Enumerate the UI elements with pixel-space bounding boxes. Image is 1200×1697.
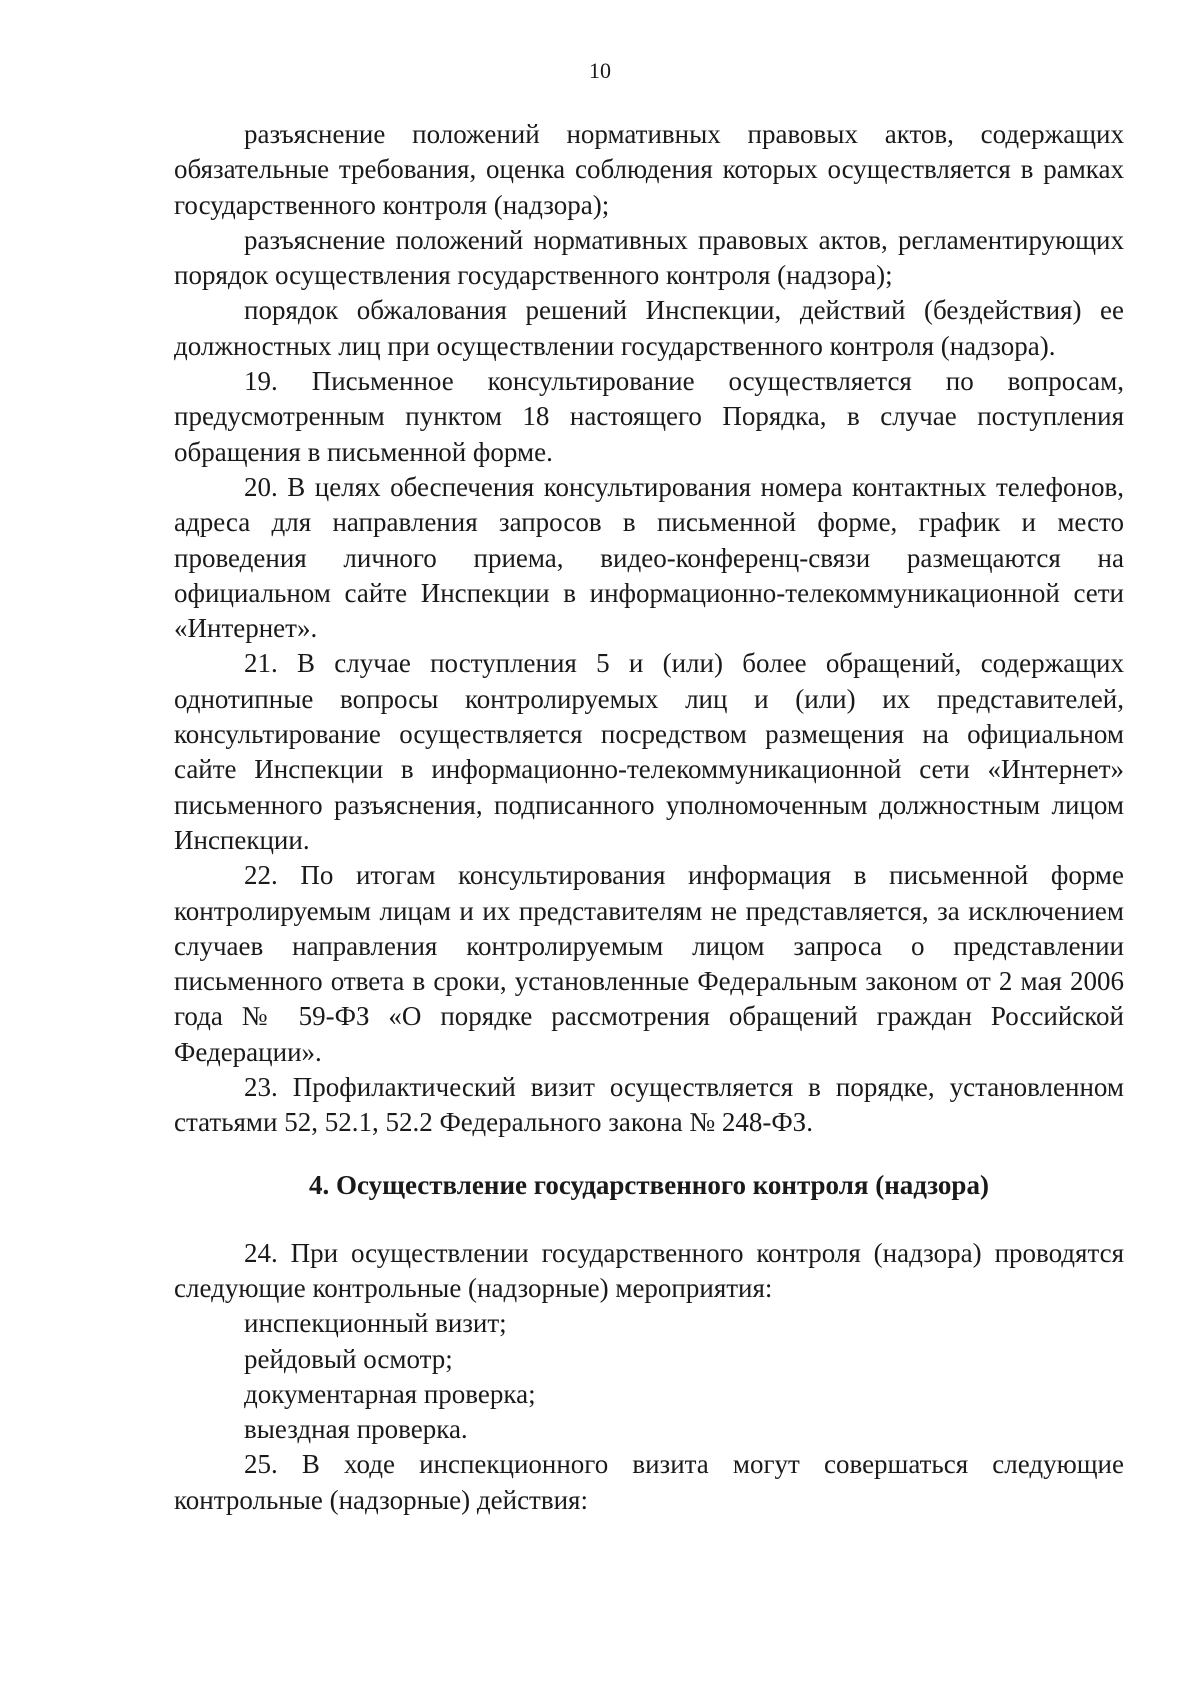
document-body	[174, 117, 1124, 1518]
list-item: выездная проверка.	[244, 1414, 468, 1445]
section-heading: 4. Осуществление государственного контроля (надзора)	[309, 1169, 989, 1200]
paragraph-item-19: 19. Письменное консультирование осуществляется по вопросам, предусмотренным пунктом 18 настоящего Порядка, в случае поступления обращения в письменной форме.	[174, 366, 1124, 467]
paragraph-item-20: 20. В целях обеспечения консультирования номера контактных телефонов, адреса для направления запросов в письменной форме, график и место проведения личного приема, видео-конференц-связи размещаются на официальном сайте Инспекции в информационно-телекоммуникационной сети «Интернет».	[174, 471, 1124, 644]
paragraph-item-22: 22. По итогам консультирования информация в письменной форме контролируемым лицам и их представителям не представляется, за исключением случаев направления контролируемым лицом запроса о представлении письменного ответа в сроки, установленные Федеральным законом от 2 мая 2006 года № 59-ФЗ «О порядке рассмотрения обращений граждан Российской Федерации».	[174, 860, 1124, 1067]
paragraph: разъяснение положений нормативных правовых актов, регламентирующих порядок осуществления государственного контроля (надзора);	[174, 224, 1124, 291]
paragraph-item-25: 25. В ходе инспекционного визита могут совершаться следующие контрольные (надзорные) действия:	[174, 1449, 1124, 1515]
list-item: рейдовый осмотр;	[244, 1343, 453, 1374]
list-item: документарная проверка;	[244, 1378, 536, 1409]
paragraph: разъяснение положений нормативных правовых актов, содержащих обязательные требования, оценка соблюдения которых осуществляется в рамках государственного контроля (надзора);	[174, 119, 1124, 220]
page-number: 10	[589, 58, 611, 83]
paragraph-item-23: 23. Профилактический визит осуществляется в порядке, установленном статьями 52, 52.1, 52.2 Федерального закона № 248-ФЗ.	[174, 1072, 1124, 1138]
paragraph-item-21: 21. В случае поступления 5 и (или) более обращений, содержащих однотипные вопросы контролируемых лиц и (или) их представителей, консультирование осуществляется посредством размещения на официальном сайте Инспекции в информационно-телекоммуникационной сети «Интернет» письменного разъяснения, подписанного уполномоченным должностным лицом Инспекции.	[174, 648, 1124, 855]
paragraph: порядок обжалования решений Инспекции, действий (бездействия) ее должностных лиц при осуществлении государственного контроля (надзора).	[174, 295, 1124, 361]
paragraph-item-24: 24. При осуществлении государственного контроля (надзора) проводятся следующие контрольные (надзорные) мероприятия:	[174, 1237, 1124, 1303]
list-item: инспекционный визит;	[244, 1308, 507, 1339]
